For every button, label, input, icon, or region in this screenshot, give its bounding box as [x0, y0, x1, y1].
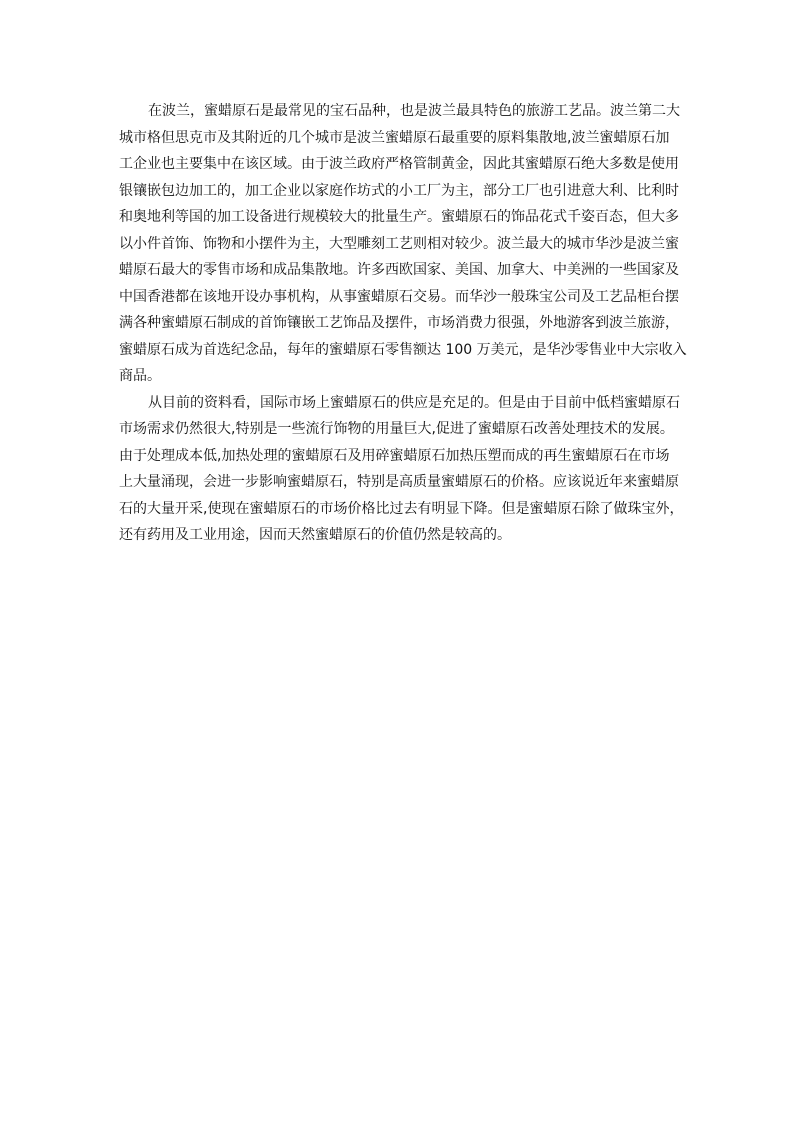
text-line: 石的大量开采,使现在蜜蜡原石的市场价格比过去有明显下降。但是蜜蜡原石除了做珠宝外， — [119, 500, 684, 517]
text-line: 城市格但思克市及其附近的几个城市是波兰蜜蜡原石最重要的原料集散地,波兰蜜蜡原石加 — [119, 129, 670, 146]
text-line: 工企业也主要集中在该区域。由于波兰政府严格管制黄金，因此其蜜蜡原石绝大多数是使用 — [119, 156, 679, 172]
text-line: 由于处理成本低,加热处理的蜜蜡原石及用碎蜜蜡原石加热压塑而成的再生蜜蜡原石在市场 — [119, 447, 670, 464]
text-line: 还有药用及工业用途，因而天然蜜蜡原石的价值仍然是较高的。 — [119, 527, 511, 543]
text-line: 和奥地利等国的加工设备进行规模较大的批量生产。蜜蜡原石的饰品花式千姿百态，但大多 — [119, 209, 679, 225]
text-line: 蜜蜡原石成为首选纪念品，每年的蜜蜡原石零售额达 100 万美元，是华沙零售业中大宗收入 — [119, 341, 687, 358]
text-line: 市场需求仍然很大,特别是一些流行饰物的用量巨大,促进了蜜蜡原石改善处理技术的发展。 — [119, 421, 674, 437]
document-body — [119, 98, 687, 549]
text-line: 蜡原石最大的零售市场和成品集散地。许多西欧国家、美国、加拿大、中美洲的一些国家及 — [119, 262, 679, 278]
text-line: 中国香港都在该地开设办事机构，从事蜜蜡原石交易。而华沙一般珠宝公司及工艺品柜台摆 — [119, 288, 679, 305]
paragraph-1 — [119, 98, 687, 390]
text-line: 以小件首饰、饰物和小摆件为主，大型雕刻工艺则相对较少。波兰最大的城市华沙是波兰蜜 — [119, 235, 679, 252]
text-line: 上大量涌现，会进一步影响蜜蜡原石，特别是高质量蜜蜡原石的价格。应该说近年来蜜蜡原 — [119, 474, 679, 490]
text-line: 银镶嵌包边加工的，加工企业以家庭作坊式的小工厂为主，部分工厂也引进意大利、比利时 — [119, 182, 679, 199]
paragraph-2 — [119, 390, 684, 549]
text-line: 商品。 — [119, 368, 161, 384]
text-line: 从目前的资料看，国际市场上蜜蜡原石的供应是充足的。但是由于目前中低档蜜蜡原石 — [148, 394, 680, 411]
text-line: 在波兰，蜜蜡原石是最常见的宝石品种，也是波兰最具特色的旅游工艺品。波兰第二大 — [148, 103, 680, 119]
text-line: 满各种蜜蜡原石制成的首饰镶嵌工艺饰品及摆件，市场消费力很强，外地游客到波兰旅游， — [119, 315, 679, 331]
